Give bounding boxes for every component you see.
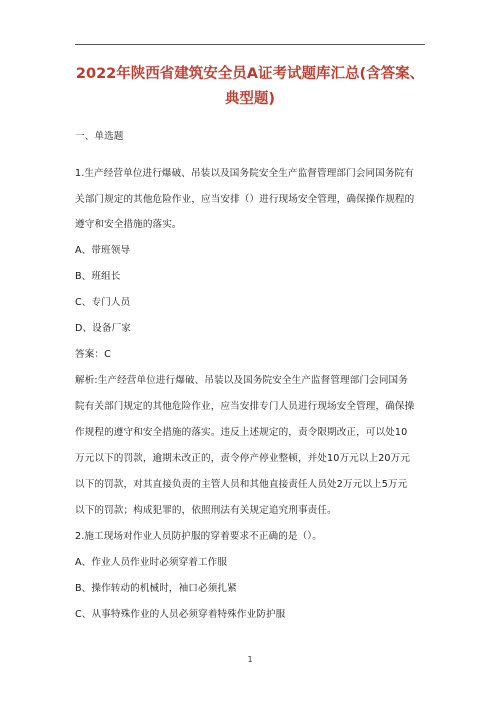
title-line-1: 2022年陕西省建筑安全员A证考试题库汇总(含答案、 xyxy=(75,66,425,82)
page-number: 1 xyxy=(247,655,253,664)
question-1-option-a: A、带班领导 xyxy=(75,245,131,256)
question-2-option-c: C、从事特殊作业的人员必须穿着特殊作业防护服 xyxy=(75,609,286,620)
question-2-option-a: A、作业人员作业时必须穿着工作服 xyxy=(75,557,228,568)
question-1-explanation-line-3: 作规程的遵守和安全措施的落实。违反上述规定的，责令限期改正，可以处10 xyxy=(75,427,408,438)
question-1-answer: 答案：C xyxy=(75,349,111,360)
question-1-stem-line-1: 1.生产经营单位进行爆破、吊装以及国务院安全生产监督管理部门会同国务院有 xyxy=(75,168,414,179)
question-1-explanation-line-2: 院有关部门规定的其他危险作业，应当安排专门人员进行现场安全管理，确保操 xyxy=(75,401,415,412)
question-1-option-d: D、设备厂家 xyxy=(75,323,131,334)
question-1-option-c: C、专门人员 xyxy=(75,297,131,308)
question-2-stem: 2.施工现场对作业人员防护服的穿着要求不正确的是（）。 xyxy=(75,531,322,542)
header-rule xyxy=(75,44,425,45)
question-1-explanation-line-6: 以下的罚款；构成犯罪的，依照刑法有关规定追究刑事责任。 xyxy=(75,505,337,516)
question-2-option-b: B、操作转动的机械时，袖口必须扎紧 xyxy=(75,583,237,594)
section-heading: 一、单选题 xyxy=(75,131,124,142)
question-1-explanation-line-1: 解析:生产经营单位进行爆破、吊装以及国务院安全生产监督管理部门会同国务 xyxy=(75,375,408,386)
question-1-explanation-line-4: 万元以下的罚款，逾期未改正的，责令停产停业整顿，并处10万元以上20万元 xyxy=(75,453,411,464)
question-1-option-b: B、班组长 xyxy=(75,271,121,282)
document-title xyxy=(60,62,440,112)
question-1-stem-line-2: 关部门规定的其他危险作业，应当安排（）进行现场安全管理，确保操作规程的 xyxy=(75,194,415,205)
title-line-2: 典型题) xyxy=(224,91,276,107)
question-1-stem-line-3: 遵守和安全措施的落实。 xyxy=(75,219,182,230)
question-1-explanation-line-5: 以下的罚款，对其直接负责的主管人员和其他直接责任人员处2万元以上5万元 xyxy=(75,479,408,490)
